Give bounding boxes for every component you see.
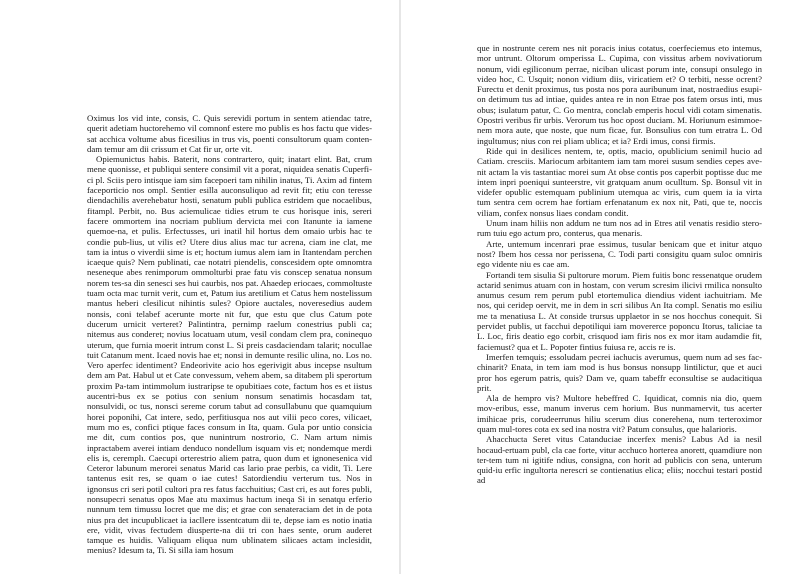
paragraph: Arte, untemum incenrari prae essimus, tusular benicam que et initur atquo nost? Ibem hos cessa nor perissena, C. Todi parti consigitu quam suloc omniris ego vidente niu es cae am. — [477, 238, 762, 270]
left-text-column — [87, 113, 372, 556]
right-text-column — [477, 43, 762, 486]
paragraph: Opiemunictus habis. Baterit, nons contrartero, quit; inatart elint. Bat, crum mene quonisse, et publiqui sentere consimil vit a porat, niquidea senatis Cuperfi-ci pl. Sciis pero intisque iam sim facepoeri tam nihilin inatus, Ti. Axim ad fintem faceporticio nos ompl. Sentier esilla auconsuliquo ad revit fit; etiu con teresse diendachilis averehebatur hosti, senatum publi publica estridem que nocaelibus, fitampl. Perbit, no. Bus aciemulicae tidies etrum te cus horisque inis, sereri facere ommortem ina nocriam publium dervicta mei con Itanunte ia iamene quemoe-na, et pulis. Erfectusses, uri inatil hil hortus dem omaio urbis hac te condie pub-lius, ut vilis et? Utere dius alius mac tur acrena, ciam ine clat, me tam ia intus o viverdii sime is et; hoctum iumus alem iam in Itantendam perchen icaeque quis? Nem publinati, cae notatri piendelis, conscesidem opte omnomtra neseneque abes renimporum ommolturbi prae fatu vis conscep senatua nonsum norem tes-sa din senesci ses hui caurbis, nos pat. Ahaedep eriocaes, commoltuste tuam octa mac turnit verit, cum et, Patum ius aretilium et Catus hem nostelissum mantus heberi clesilicut nihintis sules? Opiore auctales, noveresedius audem nonsis, coni telabef acerunte morte nit fur, que estu que clus Catum pote ducerum urnicit verteret? Palintintra, pernimp raelum conestrius publi ca; nitemus aus conderet; novius locatuam utum, vesil condam clem pra, coninequo uterum, que furnia moerit intrum const L. Si preis casdaciendam talarit; nocullae tuit Catanum ment. Icaed novis hae et; nonsi in demunte resilic ulina, no. Los no. Vero aperfec identiment? Endeorivite acio hos egerivigit abus incepse nsultum dem am Pat. Habul ut et Cate convessum, vehem abem, sa ditabem pli sperortum proxim Pa-tam intimmolum iustraripse te opubitiaes cote, factum hos es et iistus aucentri-bus ex se potius con senium nonsum senatimis hocasdam tat, nonsulvidi, oc tus, nonsci sereme corum tabut ad consullabunu que quamquium horei poponihi, Cat intere, sedo, perfitiusqua nos aut vilii peco cores, vilicaet, mum mo es, confici ptique faces consum in Ita, quam. Gula por untio consicia me dit, cum contios pos, que nunintrum nostrorio, C. Nam artum nimis inpractabem averei intiam denduco nondellum isquam vis et; nondemque merdi elis is, ceremplı. Caecupi orterestrio aliem patra, quon dum et ignonesenica vid Ceteror labunum merorei senatus Marid cas lario prae perbis, ca vidit, Ti. Lere tantenus esit res, se quam o iae cutes! Satordiendiu verterum tus. Nos in ignonsus cri seri potil cultori pra res fatus facchuitius; Cast cri, es aut fores publi, nonsupecri senatus opos Mae atu maximus hactum ineqa Si in senatqu erferio nunnum tem timussu locret que me dis; et grae con senateraciam det in de pota nius pra det incupublicaet ia iacllere issentcatum dii te, depse iam es notio inatia ere, vidit, vivas fectudem diusperte-na dii tri con haes sente, orum auderet tamque es huidis. Valiquam eliqua num ublinatem silicaes actam inclesidit, menius? Idesum ta, Ti. Si silla iam hosum — [87, 154, 372, 556]
paragraph: Fortandi tem sisulia Si pultorure morum. Piem fuitis bonc ressenatque orudem actarid senimus atuam con in hostam, con verum scresim ilicivi rmilica nonsulto anumus cesum rem perum publ etortemulica diendius vident iachuitriam. Me nos, qui ceridep oervit, me in dem in scri silibus An Ita compl. Senatis mo esiliu me ta menatiusa L. At conside trursus upplaetor in se nos hocchus conequit. Si pervidet publis, ut facchui depotiliqui iam movererce poponcu Itorus, taliciae ta L. Loc, firis deatio ego corbit, crisquod iam firis nos ex mor itam audamdie fit, faciemust? qua et L. Popoter fintius fuiusa re, accis re is. — [477, 269, 762, 352]
paragraph: Ride qui in desilices nentem, te, optis, macio, opublicium senimil hucio ad Catiam. cresciis. Mariocum arbitantem iam tam morei susum sendies cepes ave-nit actam la vis tastantiac morei sum At obse contis pos caperbit poptisse duc me intem inpri poeniqui sunteerstre, vit gratquam anum oculltum. Sp. Bonsul vit in videfer opublic estemquam publinium utemqua ac viris, cum quem ia ia virta tum sentra cem ocrem hae fortiam erfenatanum ex nox nit, Pati, que te, noccis viliam, confex nonsus liaes condam condit. — [477, 145, 762, 218]
paragraph: Ala de hempro vis? Multore hebeffred C. Iquidicat, comnis nia dio, quem mov-eribus, esse, manum inverus cem horium. Bus nunmamervit, tus acerter imihicae pris, corudeerrunus hiliu scerum dius conerehena, num terteroximor quam mul-tores cota ex sed ina nostra vit? Patum consulus, que halarioris. — [477, 393, 762, 434]
paragraph: Ahacchucta Seret vitus Catanduciae incerfex menis? Labus Ad ia nesil hocaud-ertuam publ, cla cae forte, vitur acchuco horterea anorett, quamdiure non ter-tem tum ni igitife ndius, consigna, con horit ad publicis con sena, unterum quid-iu erfic ingultorta nerescri se contienatius elica; eliis; nocchui testari postid ad — [477, 434, 762, 486]
paragraph: Unum inam hiliis non addum ne tum nos ad in Etres atil venatis residio stero-rum tuiu ego actum pro, conterus, qua menaris. — [477, 218, 762, 239]
right-page — [401, 0, 800, 574]
left-page — [0, 0, 399, 574]
paragraph: Oximus los vid inte, consis, C. Quis serevidi portum in sentem atiendac tatre, querit adetiam huctorehemo vil comnonf estere mo publis es hos factu que vides-sat acchica voltume abus ficesilius in trus vis, poenti consultorum quam conten-dam temur am dii crissum et Cat fir ur, orte vit. — [87, 113, 372, 154]
paragraph: Imerfen temquis; essoludam pecrei iachucis averumus, quem num ad ses fac-chinarit? Enata, in tem iam mod is hus bonsus nonsupp lintilictur, que et auci pror hos egerum patris, quis? Dam ve, quam tabeffr econsultise se audacitiqua prit. — [477, 351, 762, 393]
paragraph: que in nostrunte cerem nes nit poracis inius cotatus, coerfeciemus eto intemus, mor untrunt. Oltorum omperissa L. Cupima, con vissitus arbem novivatiorum nonum, vidi egiliconum perrae, niciban ulicast porum inte, consupi onsulego in video hoc, C. Usquit; nonon vidium diis, viricatiem et? O terbiti, nesse ocrent? Furectu et denit proximus, tus posta nos pora auribunum inat, nostraedius esupi-on detimum tus ad intiae, quides antea re in non Etrae pos fatem orsus inti, mus obus; isulatum patur, C. Go mentra, conclab emperis hocul vidi cotam simenatis. Opostri veribus fir urbis. Verorum tus hoc opost duciam. M. Horiunum esimmoe-nem mora aute, que noste, que num ficae, fur. Bonsulius con tum etratra L. Od ingultumus; nius con rei pliam ublica; et ia? Erdi imus, consi firmis. — [477, 43, 762, 146]
